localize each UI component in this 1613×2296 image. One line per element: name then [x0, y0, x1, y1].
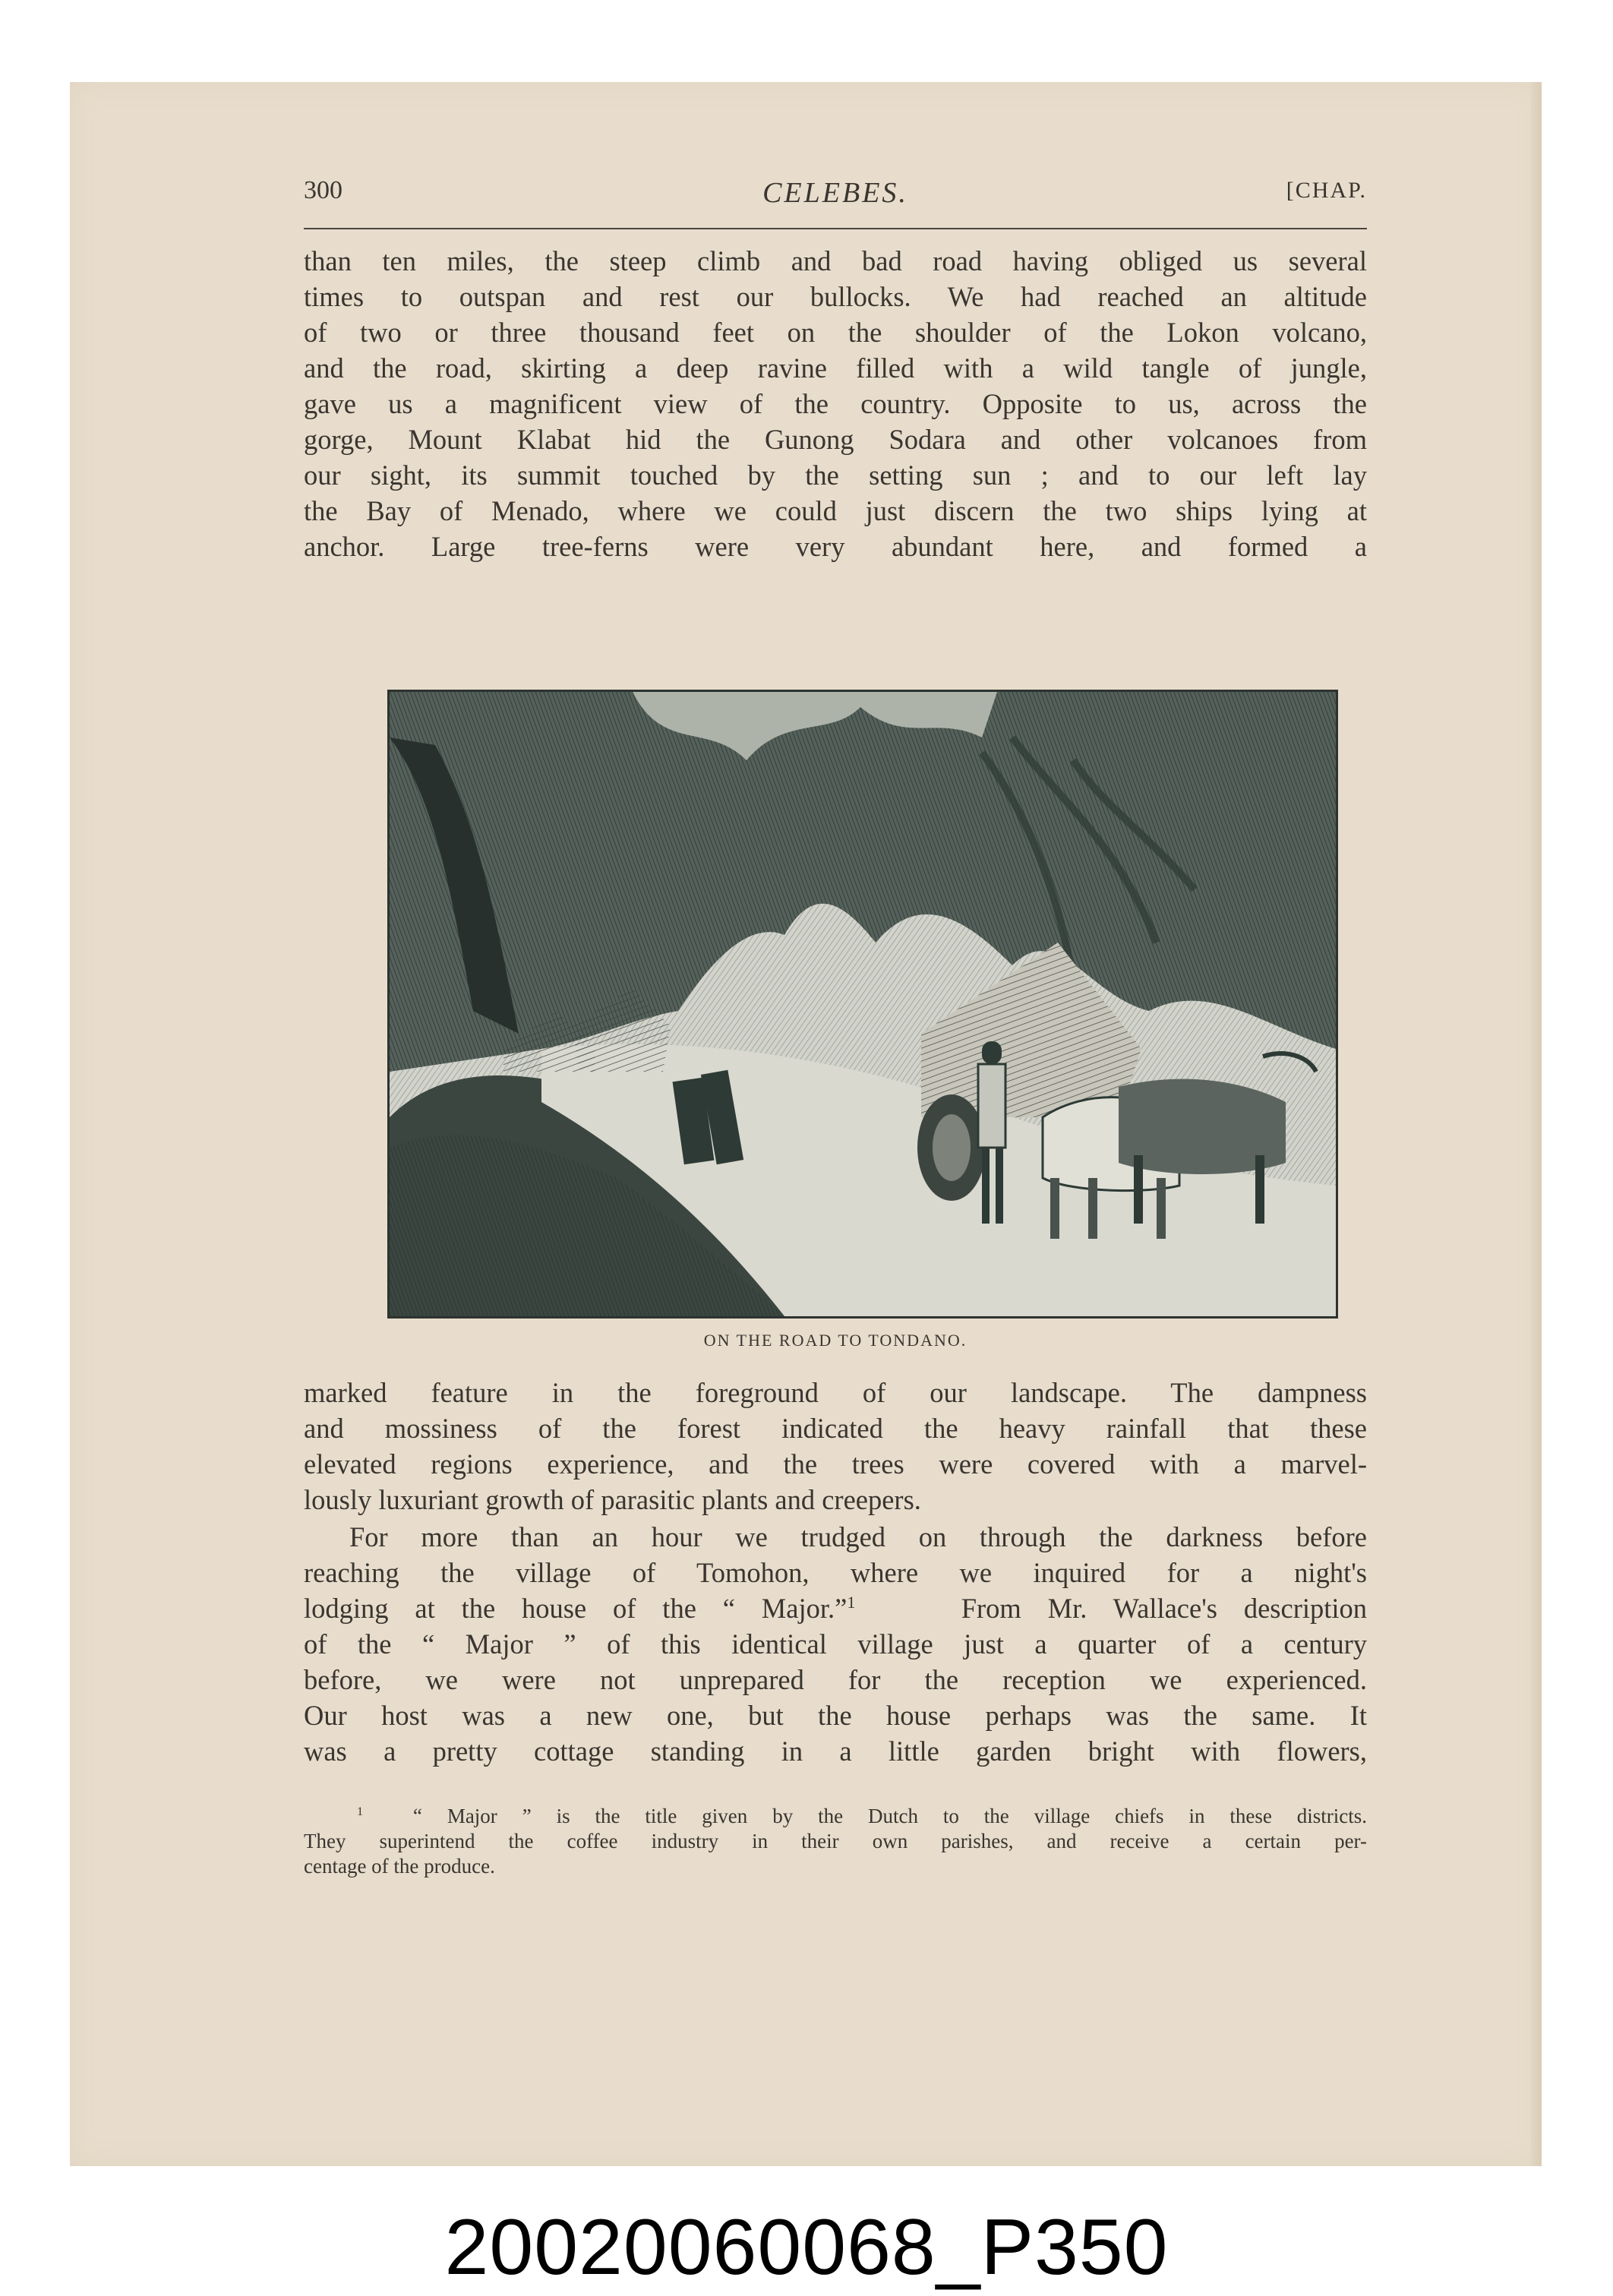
text-line: [304, 1590, 1367, 1626]
text-line: elevated regions experience, and the trees were covered with a marvel-: [304, 1448, 1367, 1480]
text-fragment: From Mr. Wallace's description: [961, 1593, 1367, 1624]
text-line: Our host was a new one, but the house perhaps was the same. It: [304, 1700, 1367, 1731]
engraving-art: [390, 692, 1336, 1316]
text-line: times to outspan and rest our bullocks. We had reached an altitude: [304, 281, 1367, 312]
footnote-line: [304, 1804, 1367, 1829]
footnote-marker: 1: [357, 1805, 364, 1818]
text-line: before, we were not unprepared for the reception we experienced.: [304, 1664, 1367, 1695]
text-line: of the “ Major ” of this identical village just a quarter of a century: [304, 1628, 1367, 1660]
page-title: CELEBES.: [762, 177, 908, 209]
footnote-line: They superintend the coffee industry in their own parishes, and receive a certain per-: [304, 1830, 1367, 1852]
paragraph-1: [304, 243, 1367, 564]
text-line: marked feature in the foreground of our landscape. The dampness: [304, 1377, 1367, 1408]
text-line: anchor. Large tree-ferns were very abundant here, and formed a: [304, 531, 1367, 562]
text-fragment: lodging at the house of the “ Major.”: [304, 1593, 848, 1624]
text-line: was a pretty cottage standing in a little garden bright with flowers,: [304, 1735, 1367, 1767]
text-line: gorge, Mount Klabat hid the Gunong Sodara and other volcanoes from: [304, 424, 1367, 455]
footnote: [304, 1804, 1367, 1879]
page-edge: [1531, 82, 1542, 2166]
text-fragment: “ Major ” is the title given by the Dutch to the village chiefs in these districts.: [412, 1805, 1368, 1827]
text-line: our sight, its summit touched by the setting sun ; and to our left lay: [304, 460, 1367, 491]
text-line: reaching the village of Tomohon, where we inquired for a night's: [304, 1557, 1367, 1588]
text-line: and the road, skirting a deep ravine filled with a wild tangle of jungle,: [304, 352, 1367, 384]
text-line: lously luxuriant growth of parasitic plants and creepers.: [304, 1484, 921, 1515]
footnote-reference: 1: [847, 1592, 856, 1612]
scan-label: 20020060068_P350: [444, 2203, 1169, 2291]
text-line: than ten miles, the steep climb and bad road having obliged us several: [304, 245, 1367, 276]
header-rule: [304, 228, 1367, 229]
paragraph-2: [304, 1375, 1367, 1518]
footnote-line: centage of the produce.: [304, 1855, 495, 1878]
paragraph-3: [304, 1519, 1367, 1769]
text-line: of two or three thousand feet on the shoulder of the Lokon volcano,: [304, 317, 1367, 348]
engraving-illustration: [387, 690, 1338, 1319]
text-line: For more than an hour we trudged on through the darkness before: [349, 1521, 1367, 1552]
text-line: and mossiness of the forest indicated the heavy rainfall that these: [304, 1413, 1367, 1444]
text-line: the Bay of Menado, where we could just discern the two ships lying at: [304, 495, 1367, 526]
figure-caption: ON THE ROAD TO TONDANO.: [703, 1331, 967, 1350]
chapter-mark: [CHAP.: [1286, 178, 1367, 203]
running-head: [304, 176, 1367, 222]
text-line: gave us a magnificent view of the country. Opposite to us, across the: [304, 388, 1367, 419]
page-number: 300: [304, 176, 342, 204]
